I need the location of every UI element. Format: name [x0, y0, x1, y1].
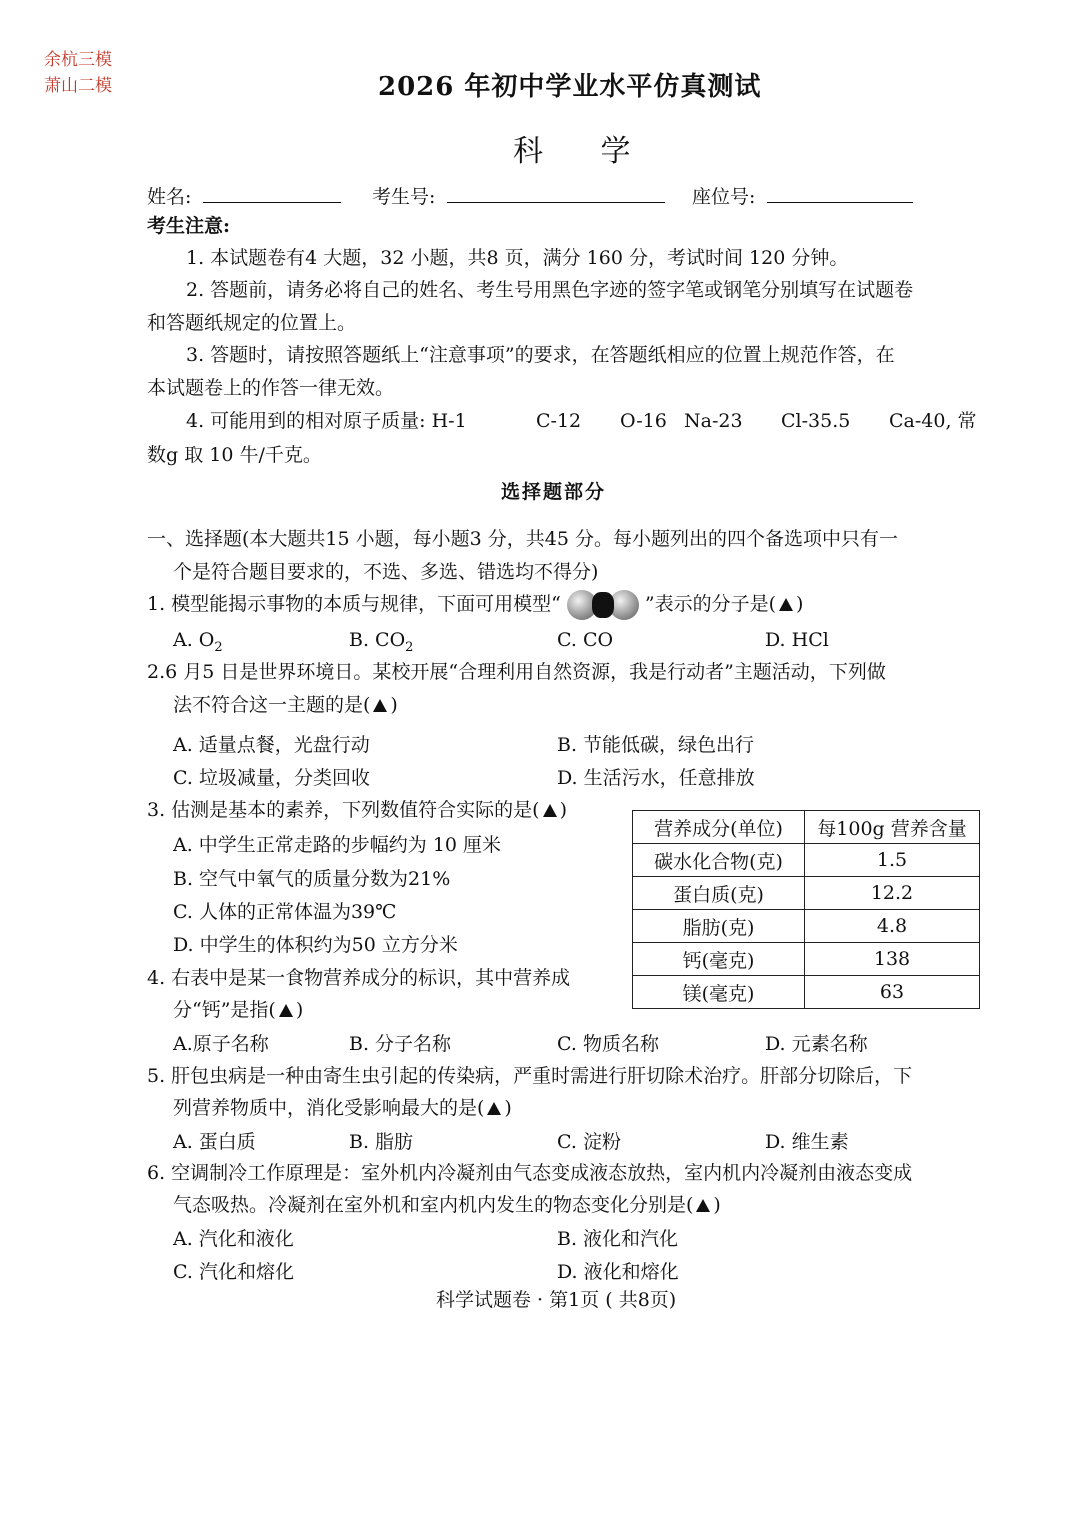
- q2-stem-2: [173, 693, 398, 717]
- q3-option-b: B. 空气中氧气的质量分数为21%: [173, 868, 451, 890]
- notice-item-3-cont: 本试题卷上的作答一律无效。: [147, 377, 395, 399]
- q1-option-a: [173, 628, 223, 660]
- q6-option-d: D. 液化和熔化: [557, 1261, 679, 1283]
- q6-stem-1: 6. 空调制冷工作原理是：室外机内冷凝剂由气态变成液态放热，室内机内冷凝剂由液态变成: [147, 1162, 913, 1184]
- answer-triangle-icon: [487, 1102, 501, 1115]
- q6-close: ): [713, 1194, 721, 1216]
- exam-no-label: 考生号:: [372, 186, 436, 208]
- q2-option-d: D. 生活污水，任意排放: [557, 767, 755, 789]
- q2-close: ): [390, 694, 398, 716]
- notice-item-1: 1. 本试题卷有4 大题，32 小题，共8 页，满分 160 分，考试时间 120 分钟。: [186, 247, 849, 269]
- table-row: [633, 844, 980, 877]
- part1-line-2: 个是符合题目要求的，不选、多选、错选均不得分): [173, 561, 599, 583]
- table-cell: 蛋白质(克): [633, 877, 805, 910]
- mass-c: C-12: [536, 410, 582, 432]
- notice-heading: 考生注意:: [147, 215, 231, 237]
- name-underline: [203, 184, 341, 203]
- table-cell: 138: [805, 943, 980, 976]
- table-cell: 镁(毫克): [633, 976, 805, 1009]
- q5-stem-2: [173, 1096, 512, 1120]
- q1-stem-a: 1. 模型能揭示事物的本质与规律，下面可用模型“: [147, 593, 561, 615]
- q3-option-d: D. 中学生的体积约为50 立方分米: [173, 934, 458, 956]
- table-cell: 4.8: [805, 910, 980, 943]
- answer-triangle-icon: [279, 1004, 293, 1017]
- q6-option-b: B. 液化和汽化: [557, 1228, 679, 1250]
- table-cell: 12.2: [805, 877, 980, 910]
- seat-label: 座位号:: [692, 186, 756, 208]
- table-row: [633, 976, 980, 1009]
- q4-option-d: D. 元素名称: [765, 1033, 868, 1055]
- answer-triangle-icon: [373, 699, 387, 712]
- q5-stem-1: 5. 肝包虫病是一种由寄生虫引起的传染病，严重时需进行肝切除术治疗。肝部分切除后，下: [147, 1065, 913, 1087]
- table-header-cell: 每100g 营养含量: [805, 811, 980, 844]
- exam-no-underline: [447, 184, 665, 203]
- mass-cl: Cl-35.5: [781, 410, 851, 432]
- exam-title: 2026 年初中学业水平仿真测试: [378, 72, 762, 102]
- corner-label-2: 萧山二模: [44, 76, 112, 96]
- q3-stem-text: 3. 估测是基本的素养，下列数值符合实际的是(: [147, 799, 540, 821]
- table-header-cell: 营养成分(单位): [633, 811, 805, 844]
- q2-stem-2-text: 法不符合这一主题的是(: [173, 694, 371, 716]
- q4-close: ): [295, 999, 304, 1021]
- q6-stem-2-text: 气态吸热。冷凝剂在室外机和室内机内发生的物态变化分别是(: [173, 1194, 694, 1216]
- q5-option-d: D. 维生素: [765, 1131, 849, 1153]
- notice-item-2: 2. 答题前，请务必将自己的姓名、考生号用黑色字迹的签字笔或钢笔分别填写在试题卷: [186, 279, 914, 301]
- q5-stem-2-text: 列营养物质中，消化受影响最大的是(: [173, 1097, 485, 1119]
- table-cell: 63: [805, 976, 980, 1009]
- answer-triangle-icon: [696, 1199, 710, 1212]
- seat-underline: [767, 184, 913, 203]
- part1-line-1: 一、选择题(本大题共15 小题，每小题3 分，共45 分。每小题列出的四个备选项中只有一: [147, 528, 898, 550]
- q1-option-b-sub: 2: [405, 639, 414, 655]
- q5-option-b: B. 脂肪: [349, 1131, 414, 1153]
- mass-ca: Ca-40, 常: [889, 410, 977, 432]
- q4-option-b: B. 分子名称: [349, 1033, 452, 1055]
- notice-item-4-cont: 数g 取 10 牛/千克。: [147, 444, 322, 466]
- q2-stem-1: 2.6 月5 日是世界环境日。某校开展“合理利用自然资源，我是行动者”主题活动，下列做: [147, 661, 886, 683]
- table-row: [633, 943, 980, 976]
- q4-stem-1: 4. 右表中是某一食物营养成分的标识，其中营养成: [147, 967, 571, 989]
- q6-option-c: C. 汽化和熔化: [173, 1261, 294, 1283]
- q3-close: ): [559, 799, 568, 821]
- notice-item-2-cont: 和答题纸规定的位置上。: [147, 312, 357, 334]
- molecule-model-icon: [567, 590, 639, 620]
- q1-stem: [147, 590, 803, 620]
- q5-option-a: A. 蛋白质: [173, 1131, 256, 1153]
- q5-close: ): [504, 1097, 512, 1119]
- notice-item-3: 3. 答题时，请按照答题纸上“注意事项”的要求，在答题纸相应的位置上规范作答，在: [186, 344, 895, 366]
- q1-option-c: C. CO: [557, 629, 614, 651]
- q4-option-c: C. 物质名称: [557, 1033, 659, 1055]
- q3-option-a: A. 中学生正常走路的步幅约为 10 厘米: [173, 834, 502, 856]
- q1-close: ): [796, 593, 804, 615]
- q4-option-a: A.原子名称: [173, 1033, 269, 1055]
- page-footer: 科学试题卷 · 第1页 ( 共8页): [436, 1289, 677, 1311]
- table-cell: 碳水化合物(克): [633, 844, 805, 877]
- table-row: [633, 877, 980, 910]
- q1-option-a-text: A. O: [173, 629, 215, 651]
- seat-field: [692, 182, 913, 209]
- q6-option-a: A. 汽化和液化: [173, 1228, 294, 1250]
- q1-stem-b: ”表示的分子是(: [644, 593, 777, 615]
- q2-option-a: A. 适量点餐，光盘行动: [173, 734, 370, 756]
- exam-no-field: [372, 182, 665, 209]
- q1-option-b: [349, 628, 413, 660]
- q3-option-c: C. 人体的正常体温为39℃: [173, 901, 397, 923]
- q3-stem: [147, 798, 567, 822]
- q5-option-c: C. 淀粉: [557, 1131, 621, 1153]
- answer-triangle-icon: [543, 804, 557, 817]
- q6-stem-2: [173, 1193, 721, 1217]
- q1-option-b-text: B. CO: [349, 629, 406, 651]
- mass-o: O-16: [620, 410, 667, 432]
- table-cell: 1.5: [805, 844, 980, 877]
- q4-stem-2: [173, 998, 303, 1022]
- notice-item-4: 4. 可能用到的相对原子质量: H-1: [186, 410, 467, 432]
- q1-option-d: D. HCl: [765, 629, 829, 651]
- q2-option-c: C. 垃圾减量，分类回收: [173, 767, 370, 789]
- mass-na: Na-23: [684, 410, 743, 432]
- table-cell: 脂肪(克): [633, 910, 805, 943]
- nutrition-table: [632, 810, 980, 1009]
- corner-label-1: 余杭三模: [44, 50, 112, 70]
- q1-option-a-sub: 2: [214, 639, 223, 655]
- answer-triangle-icon: [779, 598, 793, 611]
- table-row: [633, 910, 980, 943]
- table-row: [633, 811, 980, 844]
- table-cell: 钙(毫克): [633, 943, 805, 976]
- section-title: 选择题部分: [501, 481, 607, 503]
- name-label: 姓名:: [147, 186, 192, 208]
- q4-stem-2-text: 分“钙”是指(: [173, 999, 276, 1021]
- name-field: [147, 182, 341, 209]
- subject-title: 科 学: [513, 134, 655, 169]
- q2-option-b: B. 节能低碳，绿色出行: [557, 734, 755, 756]
